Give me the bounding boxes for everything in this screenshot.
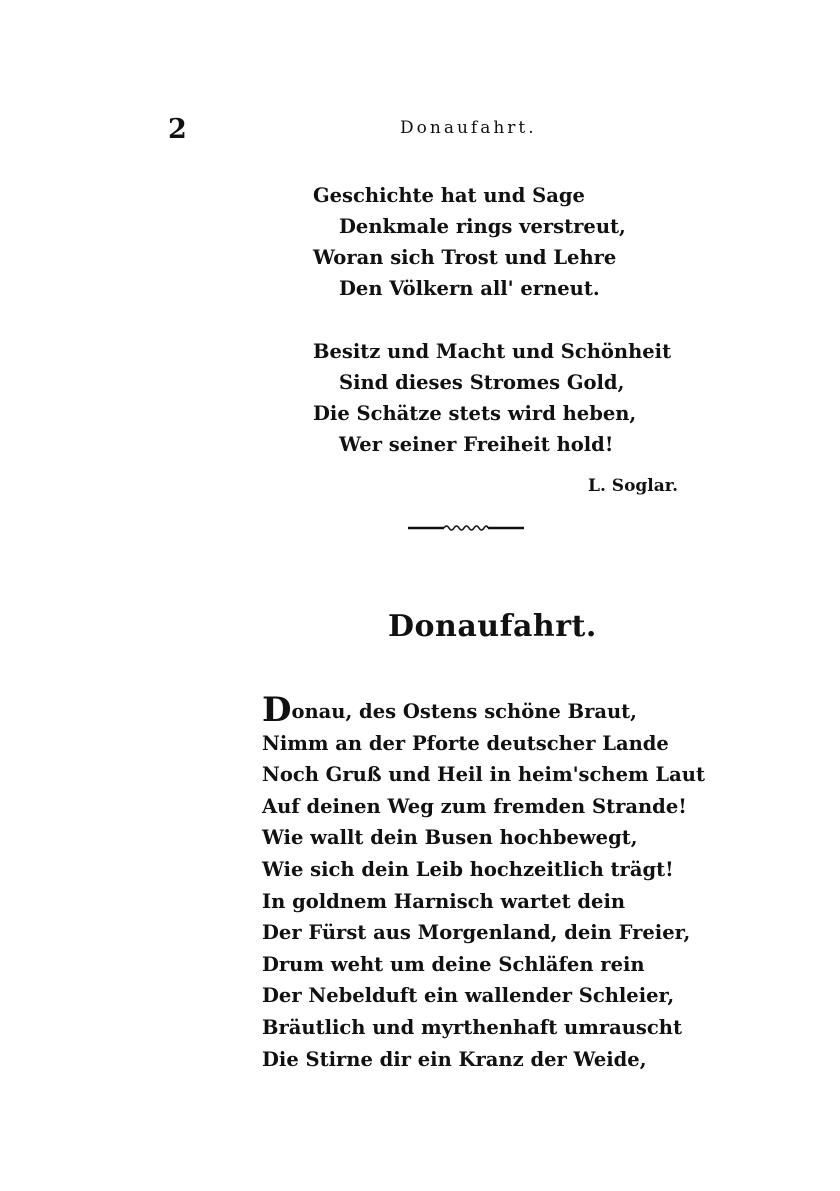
verse-line: Der Fürst aus Morgenland, dein Freier,	[262, 921, 691, 945]
verse-line: Die Schätze stets wird heben,	[313, 402, 637, 425]
verse-line: Besitz und Macht und Schönheit	[313, 340, 672, 363]
verse-line: Sind dieses Stromes Gold,	[339, 371, 625, 394]
verse-line: In goldnem Harnisch wartet dein	[262, 889, 626, 913]
verse-line: Wie wallt dein Busen hochbewegt,	[262, 826, 638, 850]
verse-line: Drum weht um deine Schläfen rein	[262, 952, 645, 976]
verse-line: Auf deinen Weg zum fremden Strande!	[262, 794, 687, 818]
verse-line: Denkmale rings verstreut,	[339, 215, 626, 238]
verse-line-text: onau, des Ostens schöne Braut,	[291, 700, 637, 723]
verse-line: Wie sich dein Leib hochzeitlich trägt!	[262, 857, 674, 881]
verse-line: Woran sich Trost und Lehre	[313, 246, 617, 269]
section-divider	[408, 522, 524, 534]
epigraph-stanza-1	[313, 180, 626, 304]
epigraph-stanza-2	[313, 336, 671, 460]
epigraph-author: L. Soglar.	[588, 476, 679, 496]
verse-line: Nimm an der Pforte deutscher Lande	[262, 731, 669, 755]
verse-line: Die Stirne dir ein Kranz der Weide,	[262, 1047, 647, 1071]
verse-line: Geschichte hat und Sage	[313, 184, 585, 207]
drop-cap: D	[262, 690, 292, 730]
poem-title: Donaufahrt.	[388, 609, 597, 644]
verse-line: Der Nebelduft ein wallender Schleier,	[262, 984, 675, 1008]
running-head: Donaufahrt.	[400, 118, 537, 138]
poem-body	[262, 690, 705, 1075]
verse-line: Noch Gruß und Heil in heim'schem Laut	[262, 763, 705, 787]
verse-line: Bräutlich und myrthenhaft umrauscht	[262, 1015, 682, 1039]
page-number: 2	[168, 114, 187, 145]
verse-line: Den Völkern all' erneut.	[339, 277, 600, 300]
verse-line-first	[262, 690, 705, 730]
verse-line: Wer seiner Freiheit hold!	[339, 433, 614, 456]
